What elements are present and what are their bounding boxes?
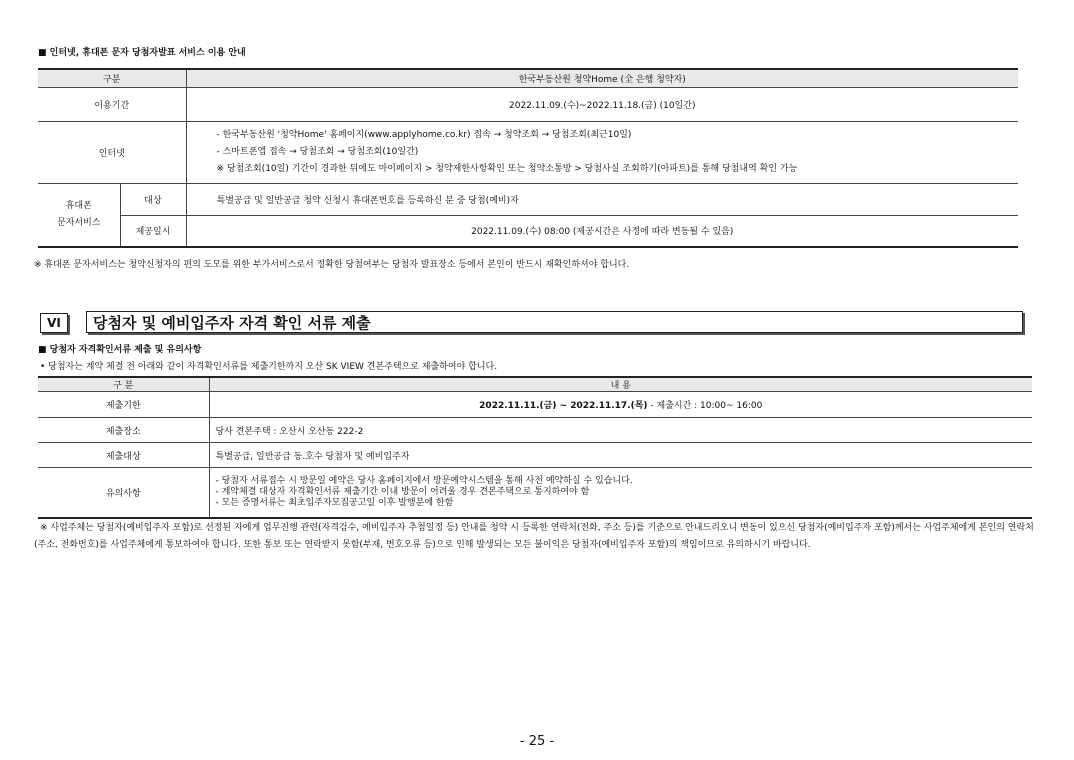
provision-time-label: 제공일시 <box>120 215 186 247</box>
place-value: 당사 견본주택 : 오산시 오산동 222-2 <box>215 426 364 437</box>
sms-service-label <box>38 183 120 247</box>
page-number: - 25 - <box>519 734 555 749</box>
header-content: 내 용 <box>610 381 631 391</box>
notice-label: 유의사항 <box>38 468 209 518</box>
document-submission-table <box>38 376 1032 519</box>
deadline-value <box>209 392 1032 418</box>
eligible-value: 특별공급, 일반공급 동.호수 당첨자 및 예비입주자 <box>215 451 410 462</box>
internet-instructions <box>186 121 1018 183</box>
internet-line: ※ 당첨조회(10일) 기간이 경과한 뒤에도 마이페이지 > 청약제한사항확인 또는 청약소통방 > 당첨사실 조회하기(아파트)를 통해 당첨내역 확인 가능 <box>216 163 798 174</box>
header-division: 구 분 <box>38 377 209 392</box>
period-value: 2022.11.09.(수)~2022.11.18.(금) (10일간) <box>509 100 696 111</box>
header-category: 구분 <box>38 69 186 87</box>
place-label: 제출장소 <box>38 418 209 443</box>
header-provider: 한국부동산원 청약Home (全 은행 청약자) <box>518 74 686 85</box>
internet-label: 인터넷 <box>38 121 186 183</box>
contact-change-note: ※ 사업주체는 당첨자(예비입주자 포함)로 선정된 자에게 업무진행 관련(자격검수, 예비입주자 추첨일정 등) 안내를 청약 시 등록한 연락처(전화, 주소 등)를 기준으로 안내드리오니 변동이 있으신 당첨자(예비입주자 포함)께서는 사업주체에게 본인의 연락처(주소, 전화번호)를 사업주체에게 통보하여야 합니다. 또한 통보 또는 연락받지 못함(부재, 번호오류 등)으로 인해 발생되는 모든 불이익은 당첨자(예비입주자 포함)의 책임이므로 유의하시기 바랍니다. <box>34 523 1034 550</box>
notice-lines <box>209 468 1032 518</box>
target-value: 특별공급 및 일반공급 청약 신청시 휴대폰번호를 등록하신 분 중 당첨(예비)자 <box>216 195 519 206</box>
sms-label-line1: 휴대폰 <box>65 200 92 211</box>
documents-bullet: • 당첨자는 계약 체결 전 아래와 같이 자격확인서류를 제출기한까지 오산 SK VIEW 견본주택으로 제출하여야 합니다. <box>40 362 498 372</box>
sms-label-line2: 문자서비스 <box>57 217 101 228</box>
notice-line: - 모든 증명서류는 최초입주자모집공고일 이후 발행분에 한함 <box>215 497 454 508</box>
notice-line: - 당첨자 서류접수 시 방문일 예약은 당사 홈페이지에서 방문예약시스템을 통해 사전 예약하실 수 있습니다. <box>215 475 633 486</box>
period-label: 이용기간 <box>38 87 186 121</box>
target-label: 대상 <box>120 183 186 215</box>
deadline-dates: 2022.11.11.(금) ~ 2022.11.17.(목) <box>479 401 648 411</box>
internet-line: - 스마트폰앱 접속 → 당첨조회 → 당첨조회(10일간) <box>216 146 419 157</box>
internet-line: - 한국부동산원 '청약Home' 홈페이지(www.applyhome.co.kr) 접속 → 청약조회 → 당첨조회(최근10일) <box>216 129 632 140</box>
deadline-hours: - 제출시간 : 10:00~ 16:00 <box>647 401 763 411</box>
announcement-service-table <box>38 68 1018 248</box>
deadline-label: 제출기한 <box>38 392 209 418</box>
section-number: VI <box>40 313 68 333</box>
section-title: 당첨자 및 예비입주자 자격 확인 서류 제출 <box>86 311 1023 333</box>
provision-time-value: 2022.11.09.(수) 08:00 (제공시간은 사정에 따라 변동될 수 있음) <box>471 227 734 238</box>
section-heading-sms: ■ 인터넷, 휴대폰 문자 당첨자발표 서비스 이용 안내 <box>38 48 246 58</box>
section-heading-documents: ■ 당첨자 자격확인서류 제출 및 유의사항 <box>38 345 202 355</box>
eligible-label: 제출대상 <box>38 443 209 468</box>
notice-line: - 계약체결 대상자 자격확인서류 제출기간 이내 방문이 어려울 경우 견본주택으로 통지하여야 함 <box>215 486 590 497</box>
sms-note: ※ 휴대폰 문자서비스는 청약신청자의 편의 도모를 위한 부가서비스로서 정확한 당첨여부는 당첨자 발표장소 등에서 본인이 반드시 재확인하셔야 합니다. <box>34 260 630 270</box>
